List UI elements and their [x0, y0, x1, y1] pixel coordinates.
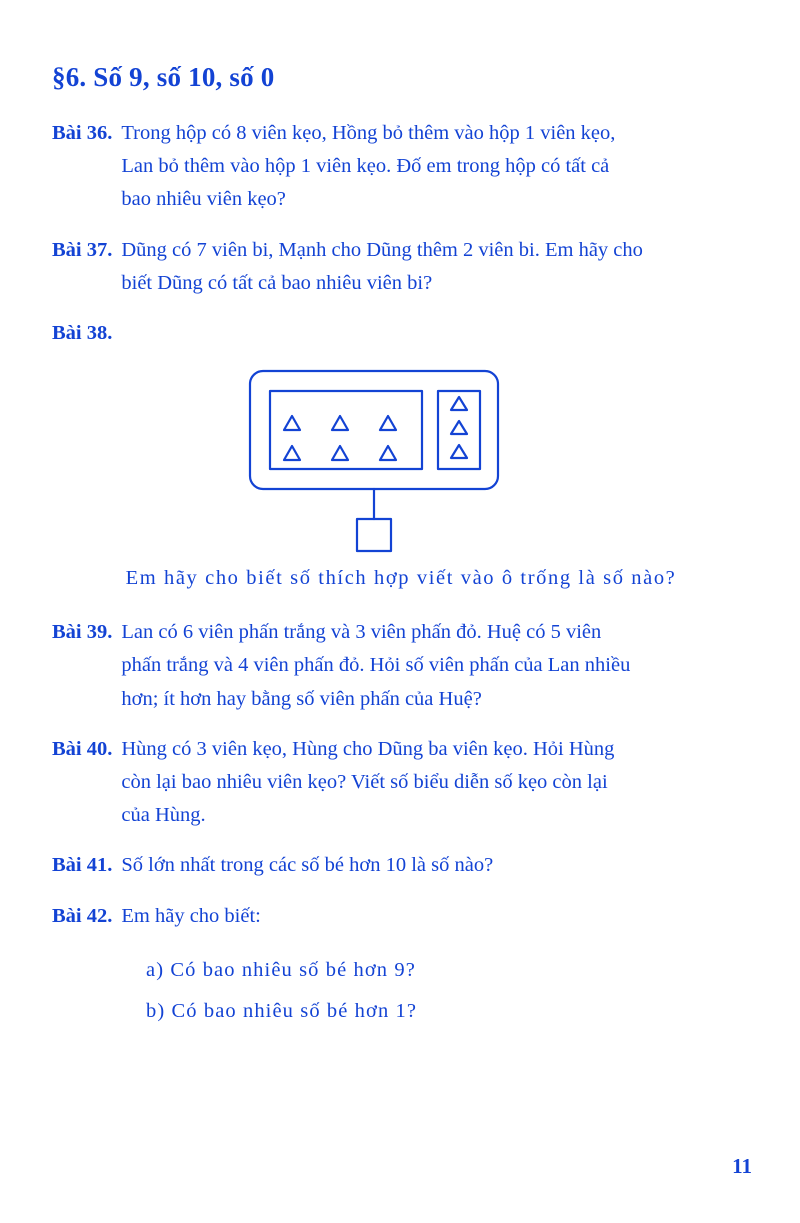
exercise-38 — [50, 317, 752, 350]
triangle-icon — [451, 421, 467, 434]
triangle-icon — [451, 445, 467, 458]
exercise-text — [121, 900, 752, 933]
exercise-label: Bài 37. — [52, 238, 113, 261]
figure-caption: Em hãy cho biết số thích hợp viết vào ô trống là số nào? — [125, 567, 677, 590]
exercise-line: Số lớn nhất trong các số bé hơn 10 là số nào? — [121, 854, 494, 877]
exercise-39 — [50, 616, 752, 716]
triangles-box-diagram — [50, 367, 752, 557]
page-title: §6. Số 9, số 10, số 0 — [52, 62, 275, 92]
sub-item-a: a) Có bao nhiêu số bé hơn 9? — [146, 958, 416, 981]
exercise-label: Bài 39. — [52, 621, 113, 644]
exercise-label: Bài 36. — [52, 122, 113, 144]
exercise-40 — [50, 733, 752, 833]
exercise-41 — [50, 849, 752, 882]
exercise-label: Bài 38. — [52, 322, 113, 345]
exercise-text — [121, 733, 752, 833]
exercise-label: Bài 41. — [52, 854, 113, 877]
exercise-line: biết Dũng có tất cả bao nhiêu viên bi? — [121, 271, 433, 294]
sub-item-b: b) Có bao nhiêu số bé hơn 1? — [146, 999, 418, 1022]
diagram-svg — [246, 367, 556, 557]
exercise-36 — [50, 117, 752, 217]
triangle-icon — [284, 446, 300, 460]
triangle-icon — [380, 416, 396, 430]
answer-box — [357, 519, 391, 551]
exercise-line: Hùng có 3 viên kẹo, Hùng cho Dũng ba viên kẹo. Hỏi Hùng — [121, 737, 615, 760]
exercise-line: của Hùng. — [121, 804, 206, 827]
exercise-line: Lan có 6 viên phấn trắng và 3 viên phấn đỏ. Huệ có 5 viên — [121, 621, 602, 644]
exercise-line: Lan bỏ thêm vào hộp 1 viên kẹo. Đố em trong hộp có tất cả — [121, 155, 610, 178]
exercise-line: Em hãy cho biết: — [121, 904, 261, 927]
triangle-icon — [451, 397, 467, 410]
triangle-icon — [380, 446, 396, 460]
exercise-text — [121, 234, 752, 300]
exercise-text — [121, 117, 752, 217]
exercise-line: bao nhiêu viên kẹo? — [121, 188, 286, 211]
exercise-line: phấn trắng và 4 viên phấn đỏ. Hỏi số viên phấn của Lan nhiều — [121, 654, 631, 677]
exercise-line: còn lại bao nhiêu viên kẹo? Viết số biểu diễn số kẹo còn lại — [121, 771, 608, 794]
exercise-label: Bài 42. — [52, 904, 113, 927]
triangle-icon — [332, 416, 348, 430]
triangle-icon — [284, 416, 300, 430]
exercise-line: Trong hộp có 8 viên kẹo, Hồng bỏ thêm vào hộp 1 viên kẹo, — [121, 122, 616, 144]
exercise-text — [121, 317, 752, 319]
exercise-42 — [50, 900, 752, 933]
exercise-text — [121, 616, 752, 716]
exercise-text — [121, 849, 752, 882]
exercise-42-sub-items — [50, 950, 752, 1032]
triangle-icon — [332, 446, 348, 460]
exercise-line: Dũng có 7 viên bi, Mạnh cho Dũng thêm 2 viên bi. Em hãy cho — [121, 238, 643, 261]
exercise-label: Bài 40. — [52, 737, 113, 760]
page-number: 11 — [732, 1154, 752, 1178]
exercise-line: hơn; ít hơn hay bằng số viên phấn của Huệ? — [121, 687, 482, 710]
exercise-37 — [50, 234, 752, 300]
